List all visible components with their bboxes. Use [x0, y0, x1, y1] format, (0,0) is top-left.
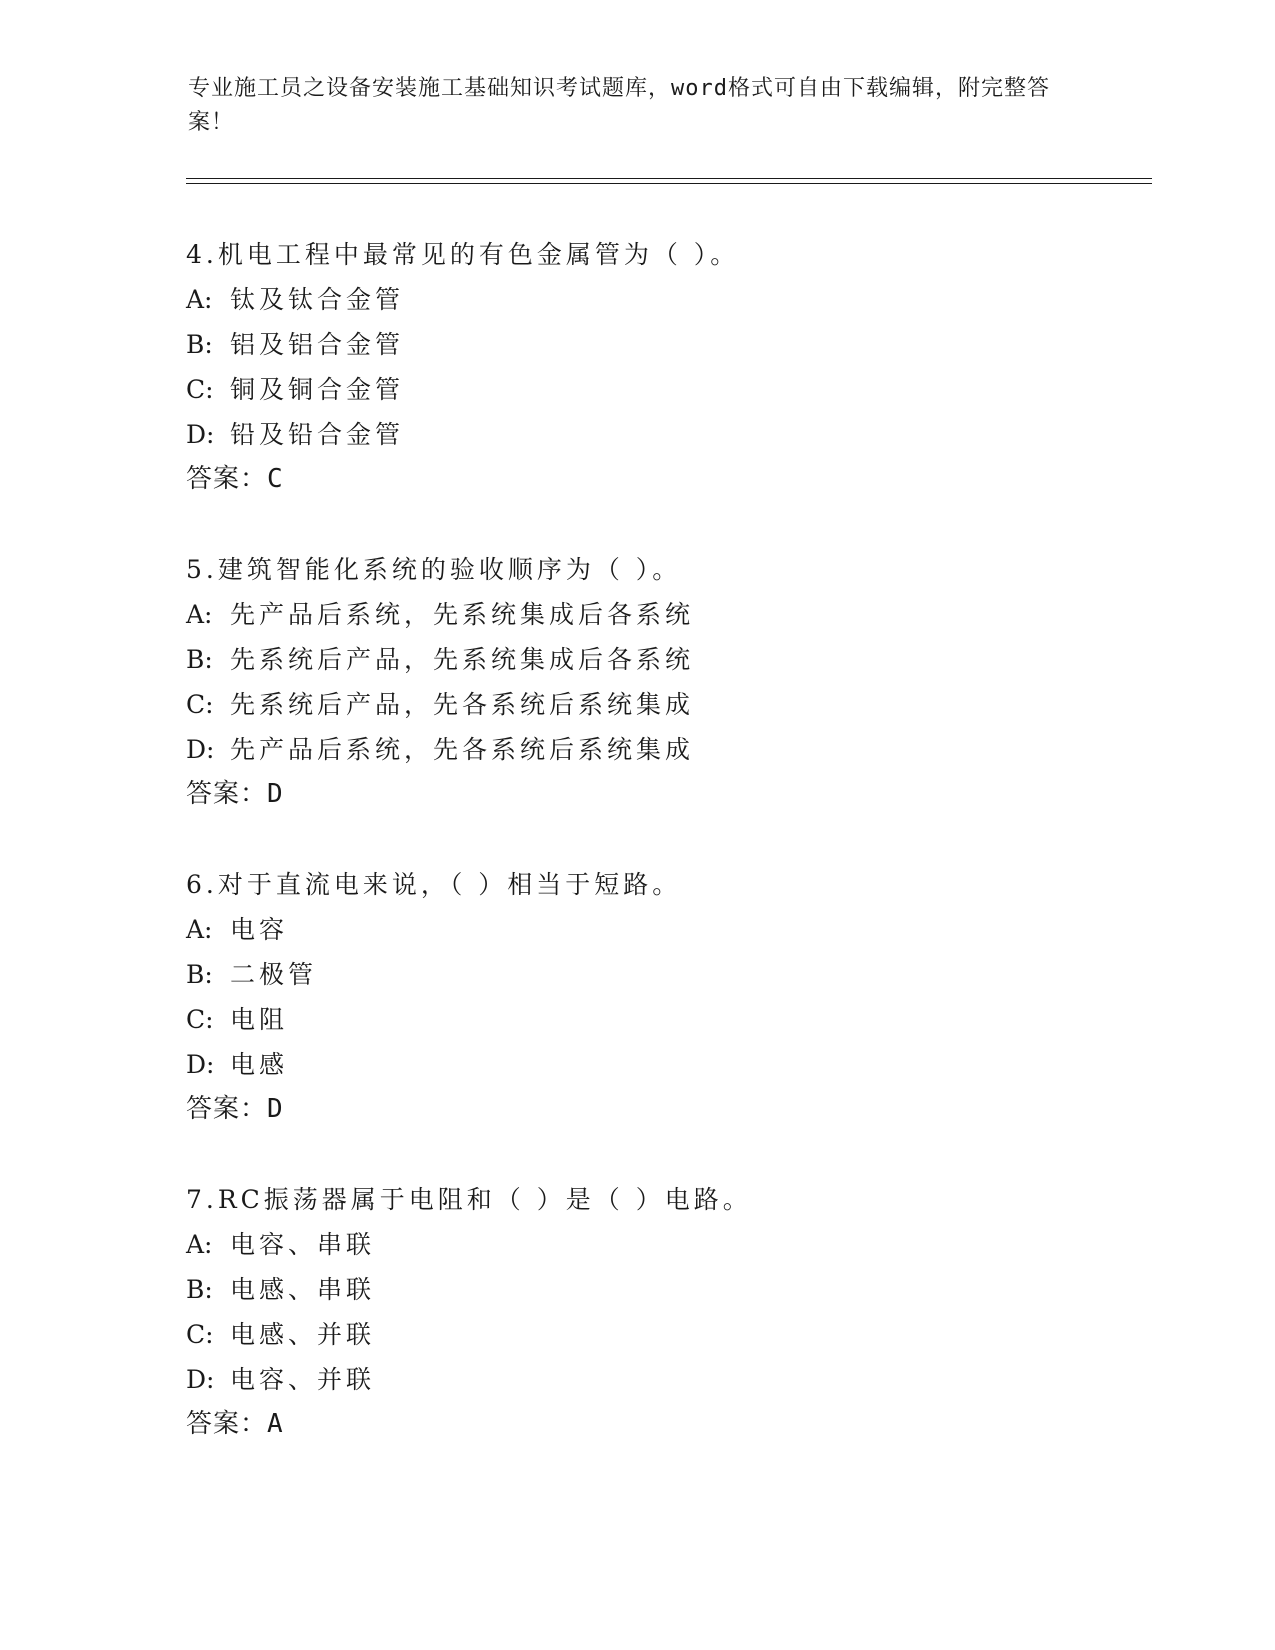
option-letter: A: [186, 600, 213, 629]
option-b [186, 322, 739, 367]
option-text: 先产品后系统，先各系统后系统集成 [230, 735, 695, 764]
option-text: 铜及铜合金管 [230, 375, 405, 404]
option-letter: C: [186, 1320, 214, 1349]
answer-label: 答案： [186, 1409, 268, 1439]
question-stem: 4.机电工程中最常见的有色金属管为（ ）。 [186, 240, 740, 269]
option-c [186, 367, 739, 412]
option-b [186, 952, 681, 997]
option-letter: B: [186, 960, 213, 989]
option-a [186, 907, 681, 952]
answer-label: 答案： [186, 1094, 268, 1124]
option-letter: C: [186, 375, 214, 404]
option-letter: C: [186, 690, 214, 719]
option-text: 先系统后产品，先各系统后系统集成 [230, 690, 695, 719]
option-text: 电容、并联 [230, 1365, 376, 1394]
option-a [186, 277, 739, 322]
option-text: 二极管 [230, 960, 318, 989]
option-letter: C: [186, 1005, 214, 1034]
option-text: 先产品后系统，先系统集成后各系统 [230, 600, 695, 629]
option-c [186, 1312, 752, 1357]
option-text: 铝及铝合金管 [230, 330, 405, 359]
option-b [186, 1267, 752, 1312]
option-letter: D: [186, 420, 215, 449]
option-d [186, 412, 739, 457]
option-text: 电感 [230, 1050, 289, 1079]
answer [186, 1087, 681, 1132]
option-text: 电容、串联 [230, 1230, 376, 1259]
option-b [186, 637, 694, 682]
option-d [186, 727, 694, 772]
option-letter: A: [186, 915, 213, 944]
option-text: 钛及钛合金管 [230, 285, 405, 314]
option-letter: B: [186, 330, 213, 359]
option-text: 电容 [230, 915, 289, 944]
question-6 [186, 862, 681, 1132]
option-letter: D: [186, 1365, 215, 1394]
answer-value: A [267, 1409, 284, 1439]
answer [186, 772, 694, 817]
option-text: 电阻 [230, 1005, 289, 1034]
answer [186, 457, 739, 502]
option-d [186, 1042, 681, 1087]
header-divider-bottom [186, 183, 1152, 184]
document-header: 专业施工员之设备安装施工基础知识考试题库，word格式可自由下载编辑，附完整答案！ [188, 76, 1050, 135]
option-a [186, 1222, 752, 1267]
question-5 [186, 547, 694, 817]
option-a [186, 592, 694, 637]
option-c [186, 997, 681, 1042]
option-letter: B: [186, 1275, 213, 1304]
option-text: 铅及铅合金管 [230, 420, 405, 449]
answer-label: 答案： [186, 779, 268, 809]
option-letter: B: [186, 645, 213, 674]
answer-value: D [267, 779, 284, 809]
option-text: 电感、并联 [230, 1320, 376, 1349]
option-text: 电感、串联 [230, 1275, 376, 1304]
option-c [186, 682, 694, 727]
question-7 [186, 1177, 752, 1447]
answer [186, 1402, 752, 1447]
option-text: 先系统后产品，先系统集成后各系统 [230, 645, 695, 674]
question-stem: 7.RC振荡器属于电阻和（ ）是（ ）电路。 [186, 1185, 752, 1214]
question-4 [186, 232, 739, 502]
option-d [186, 1357, 752, 1402]
question-stem: 5.建筑智能化系统的验收顺序为（ ）。 [186, 555, 682, 584]
option-letter: D: [186, 1050, 215, 1079]
answer-value: D [267, 1094, 284, 1124]
answer-value: C [267, 464, 284, 494]
option-letter: A: [186, 285, 213, 314]
option-letter: D: [186, 735, 215, 764]
option-letter: A: [186, 1230, 213, 1259]
answer-label: 答案： [186, 464, 268, 494]
question-stem: 6.对于直流电来说，（ ）相当于短路。 [186, 870, 682, 899]
header-divider-top [186, 178, 1152, 179]
